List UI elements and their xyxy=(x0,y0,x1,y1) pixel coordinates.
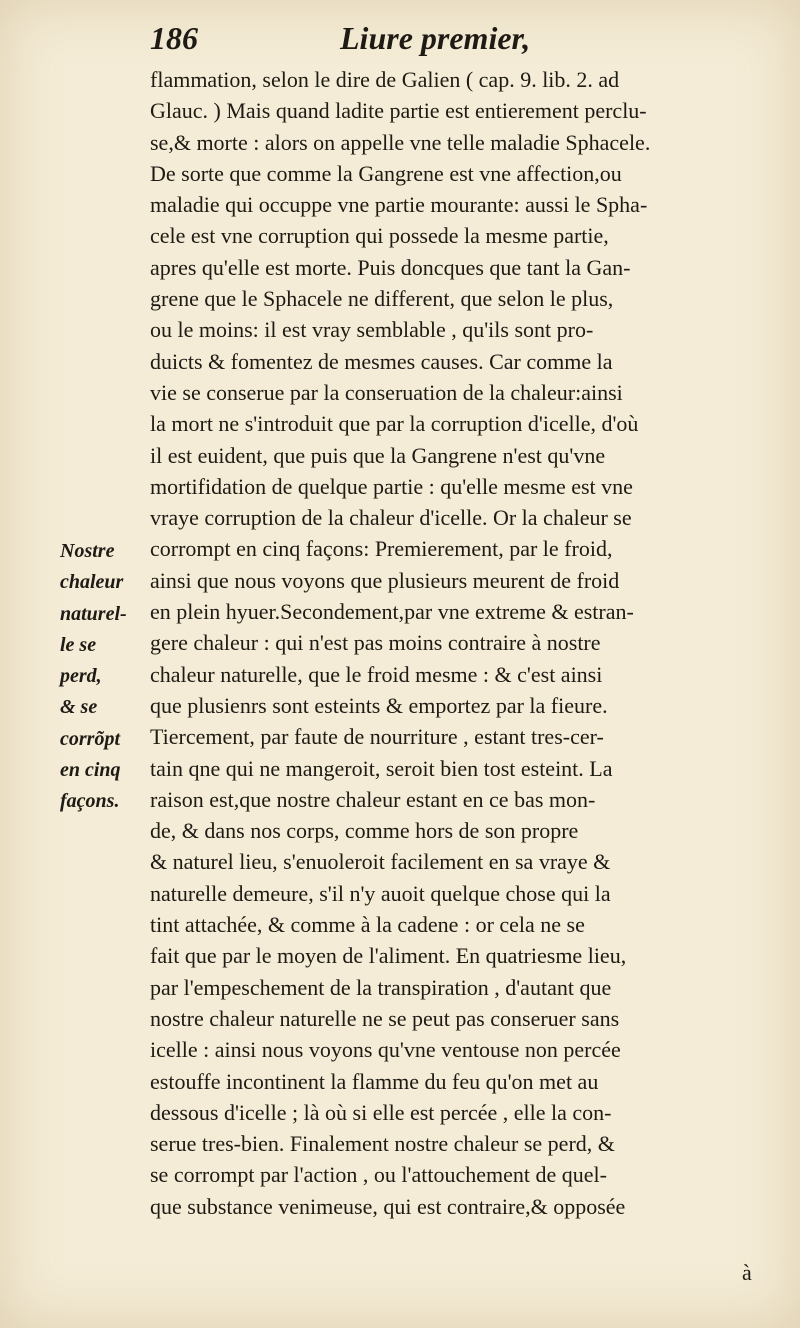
text-line: vraye corruption de la chaleur d'icelle. Or la chaleur se xyxy=(150,505,632,531)
text-line: dessous d'icelle ; là où si elle est percée , elle la con- xyxy=(150,1099,612,1125)
margin-note-line: corrõpt xyxy=(60,727,120,750)
text-line: grene que le Sphacele ne different, que selon le plus, xyxy=(150,286,614,312)
text-line: se,& morte : alors on appelle vne telle maladie Sphacele. xyxy=(150,129,651,155)
text-line: nostre chaleur naturelle ne se peut pas conseruer sans xyxy=(150,1005,620,1031)
text-line: ainsi que nous voyons que plusieurs meurent de froid xyxy=(150,567,620,593)
text-line: la mort ne s'introduit que par la corruption d'icelle, d'où xyxy=(150,411,639,437)
margin-note-line: perd, xyxy=(60,665,102,688)
page-number: 186 xyxy=(150,20,198,56)
text-line: il est euident, que puis que la Gangrene n'est qu'vne xyxy=(150,442,606,468)
margin-note-line: en cinq xyxy=(60,759,121,782)
text-line: serue tres-bien. Finalement nostre chaleur se perd, & xyxy=(150,1131,615,1157)
catchword: à xyxy=(742,1260,752,1285)
margin-note-line: Nostre xyxy=(60,540,115,562)
text-line: naturelle demeure, s'il n'y auoit quelque chose qui la xyxy=(150,880,611,906)
text-line: Glauc. ) Mais quand ladite partie est entierement perclu- xyxy=(150,98,647,124)
body-text xyxy=(150,64,772,1222)
text-line: en plein hyuer.Secondement,par vne extreme & estran- xyxy=(150,599,634,625)
text-line: mortifidation de quelque partie : qu'elle mesme est vne xyxy=(150,473,633,499)
margin-note-line: chaleur xyxy=(60,571,124,594)
text-line: cele est vne corruption qui possede la mesme partie, xyxy=(150,223,609,249)
text-line: raison est,que nostre chaleur estant en ce bas mon- xyxy=(150,786,596,812)
text-line: que substance venimeuse, qui est contraire,& opposée xyxy=(150,1193,626,1219)
text-line: icelle : ainsi nous voyons qu'vne ventouse non percée xyxy=(150,1037,621,1063)
margin-note xyxy=(60,536,140,818)
text-line: & naturel lieu, s'enuoleroit facilement en sa vraye & xyxy=(150,849,611,875)
margin-note-line: le se xyxy=(60,633,97,656)
text-line: par l'empeschement de la transpiration , d'autant que xyxy=(150,974,612,1000)
text-line: corrompt en cinq façons: Premierement, par le froid, xyxy=(150,536,613,562)
text-line: Tiercement, par faute de nourriture , estant tres-cer- xyxy=(150,724,604,750)
text-line: gere chaleur : qui n'est pas moins contraire à nostre xyxy=(150,630,601,656)
page-header xyxy=(150,14,770,62)
text-line: duicts & fomentez de mesmes causes. Car comme la xyxy=(150,348,613,374)
text-line: de, & dans nos corps, comme hors de son propre xyxy=(150,818,579,844)
text-line: fait que par le moyen de l'aliment. En quatriesme lieu, xyxy=(150,943,627,969)
text-line: vie se conserue par la conseruation de la chaleur:ainsi xyxy=(150,379,623,405)
text-line: estouffe incontinent la flamme du feu qu'on met au xyxy=(150,1068,599,1094)
margin-note-line: & se xyxy=(60,696,98,719)
text-line: ou le moins: il est vray semblable , qu'ils sont pro- xyxy=(150,317,594,343)
text-line: maladie qui occuppe vne partie mourante: aussi le Spha- xyxy=(150,192,648,218)
text-line: se corrompt par l'action , ou l'attouchement de quel- xyxy=(150,1162,607,1188)
margin-note-line: naturel- xyxy=(60,602,127,625)
text-line: De sorte que comme la Gangrene est vne affection,ou xyxy=(150,160,622,186)
text-line: flammation, selon le dire de Galien ( cap. 9. lib. 2. ad xyxy=(150,67,620,92)
text-line: apres qu'elle est morte. Puis doncques que tant la Gan- xyxy=(150,254,631,280)
text-line: que plusienrs sont esteints & emportez par la fieure. xyxy=(150,692,608,718)
running-title: Liure premier, xyxy=(340,20,531,56)
text-line: tint attachée, & comme à la cadene : or cela ne se xyxy=(150,912,585,938)
margin-note-line: façons. xyxy=(60,790,120,813)
text-line: tain qne qui ne mangeroit, seroit bien tost esteint. La xyxy=(150,755,613,781)
text-line: chaleur naturelle, que le froid mesme : & c'est ainsi xyxy=(150,661,603,687)
